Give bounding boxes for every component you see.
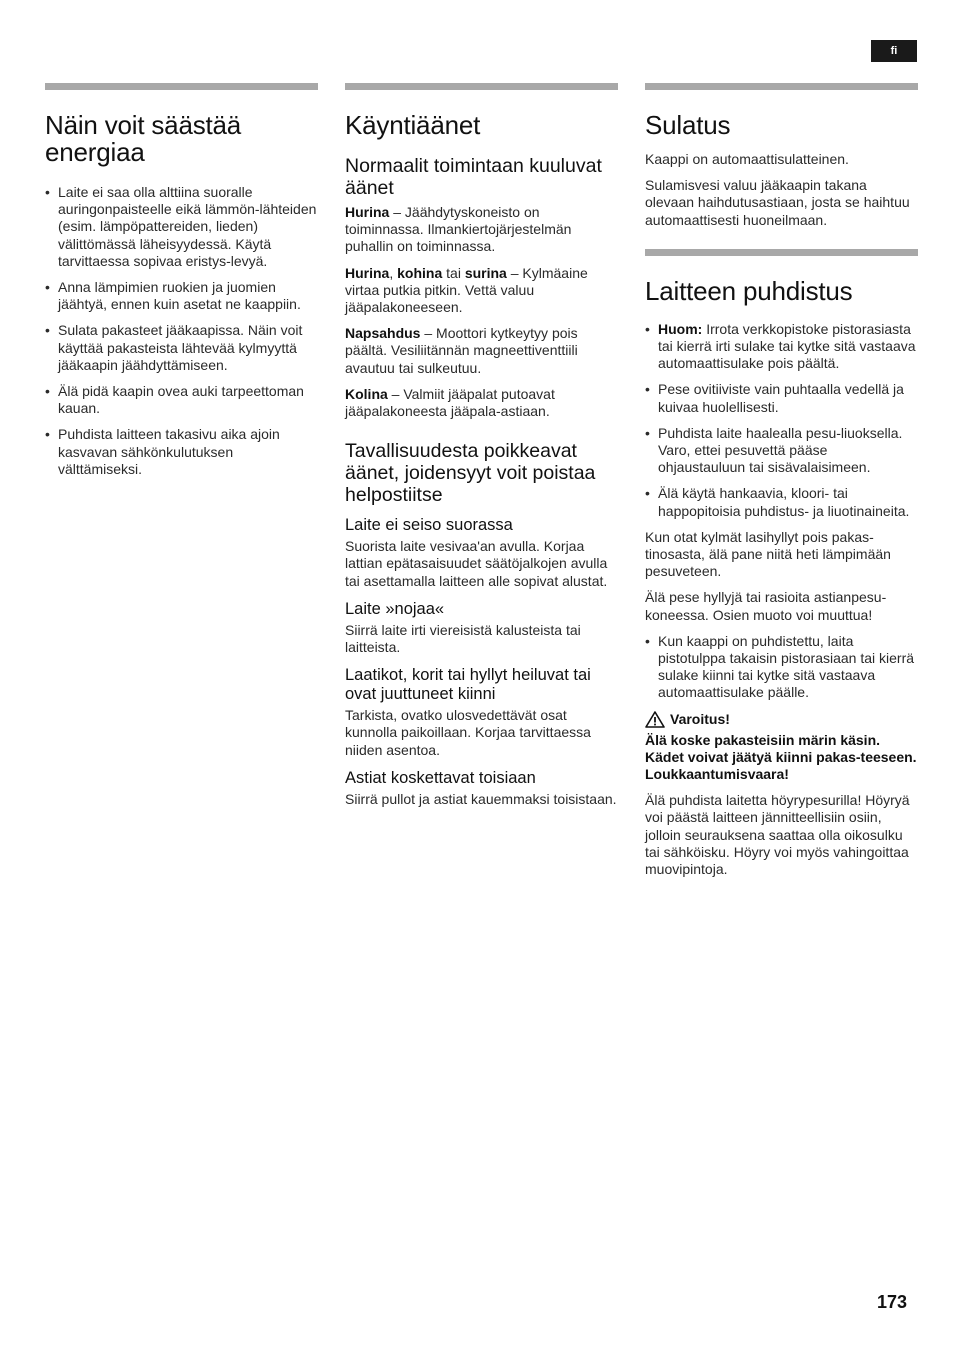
noise-term: surina	[464, 264, 507, 281]
cleaning-list-2	[645, 633, 918, 702]
cleaning-title: Laitteen puhdistus	[645, 275, 853, 306]
normal-noises-heading: Normaalit toimintaan kuuluvat äänet	[345, 155, 602, 199]
warning-heading	[645, 711, 918, 728]
containers-text: Siirrä pullot ja astiat kauemmaksi toisistaan.	[345, 790, 617, 807]
noise-term: Kolina	[345, 385, 388, 402]
energy-tips-list	[45, 184, 318, 478]
not-level-heading: Laite ei seiso suorassa	[345, 516, 513, 535]
dishwasher-text: Älä pese hyllyjä tai rasioita astianpesu-koneessa. Osien muoto voi muuttua!	[645, 589, 887, 623]
list-item: • Puhdista laitteen takasivu aika ajoin kasvavan sähkönkulutuksen välttämiseksi.	[45, 426, 318, 478]
defrosting-cleaning-section	[645, 83, 918, 887]
note-label: Huom:	[658, 320, 703, 337]
language-badge: fi	[871, 40, 917, 62]
list-item: • Pese ovitiiviste vain puhtaalla vedellä ja kuivaa huolellisesti.	[645, 381, 918, 415]
energy-saving-title: Näin voit säästää energiaa	[45, 110, 242, 167]
list-item: • Puhdista laite haalealla pesu-liuoksella. Varo, ettei pesuvettä pääse ohjaustauluun tai sisävalaisimeen.	[645, 425, 918, 477]
noise-hiss-paragraph: Hurina, kohina tai surina – Kylmäaine virtaa putkia pitkin. Vettä valuu jääpalakoneeseen.	[345, 264, 588, 316]
list-item: • Älä käytä hankaavia, kloori- tai happopitoisia puhdistus- ja liuotinaineita.	[645, 485, 918, 519]
cleaning-list	[645, 321, 918, 520]
noise-term: Hurina	[345, 204, 390, 220]
drawers-text: Tarkista, ovatko ulosvedettävät osat kunnolla paikoillaan. Korjaa tarvittaessa niiden asentoa.	[345, 707, 591, 758]
defrosting-text: Kaappi on automaattisulatteinen.	[645, 151, 849, 167]
section-divider	[45, 83, 318, 90]
energy-saving-section	[45, 83, 318, 487]
list-item: • Sulata pakasteet jääkaapissa. Näin voit käyttää pakasteista lähtevää kylmyyttä jääkaapin jäähdyttämiseen.	[45, 322, 318, 374]
noise-rattle-paragraph: Kolina – Valmiit jääpalat putoavat jääpalakoneesta jääpala-astiaan.	[345, 385, 555, 420]
containers-heading: Astiat koskettavat toisiaan	[345, 768, 536, 787]
glass-shelves-text: Kun otat kylmät lasihyllyt pois pakas-tinosasta, älä pane niitä heti lämpimään pesuveteen.	[645, 528, 891, 580]
leaning-heading: Laite »nojaa«	[345, 599, 445, 618]
drawers-heading: Laatikot, korit tai hyllyt heiluvat tai ovat juuttuneet kiinni	[345, 666, 591, 704]
list-item: • Laite ei saa olla alttiina suoralle auringonpaisteelle eikä lämmön-lähteiden (esim. lämpöpattereiden, lieden) välittömässä läheisyydessä. Käytä tarvittaessa sopivaa eristys-levyä.	[45, 184, 318, 270]
section-divider	[645, 83, 918, 90]
section-divider	[645, 249, 918, 256]
operating-noises-title: Käyntiäänet	[345, 110, 481, 140]
defrosting-text: Sulamisvesi valuu jääkaapin takana olevaan haihdutusastiaan, josta se haihtuu automaattisesti huoneilmaan.	[645, 177, 910, 228]
noise-click-paragraph: Napsahdus – Moottori kytkeytyy pois päältä. Vesiliitännän magneettiventtiili avautuu tai sulkeutuu.	[345, 325, 578, 376]
leaning-text: Siirrä laite irti viereisistä kalusteista tai laitteista.	[345, 621, 581, 656]
list-item: • Kun kaappi on puhdistettu, laita pistotulppa takaisin pistorasiaan tai kierrä sulake kiinni tai kytke sitä vastaava automaattisulake päälle.	[645, 633, 918, 702]
warning-triangle-icon	[645, 711, 665, 728]
list-item: • Huom: Irrota verkkopistoke pistorasiasta tai kierrä irti sulake tai kytke sitä vastaava automaattisulake pois päältä.	[645, 321, 918, 373]
warning-label: Varoitus!	[670, 711, 730, 728]
noise-term: Hurina	[345, 264, 390, 281]
list-item: • Älä pidä kaapin ovea auki tarpeettoman kauan.	[45, 383, 318, 417]
warning-text: Älä puhdista laitetta höyrypesurilla! Höyryä voi päästä laitteen jännitteellisiin osiin, jolloin seurauksena saattaa olla oikosulku tai sähköisku. Höyry voi myös vahingoittaa muovipintoja.	[645, 792, 910, 878]
section-divider	[345, 83, 618, 90]
list-item: • Anna lämpimien ruokien ja juomien jäähtyä, ennen kuin asetat ne kaappiin.	[45, 279, 318, 313]
page-number: 173	[876, 1292, 907, 1312]
avoidable-noises-heading: Tavallisuudesta poikkeavat äänet, joidensyyt voit poistaa helpostiitse	[345, 440, 596, 507]
operating-noises-section	[345, 83, 618, 817]
noise-hum-paragraph: Hurina – Jäähdytyskoneisto on toiminnassa. Ilmankiertojärjestelmän puhallin on toiminnassa.	[345, 204, 572, 255]
noise-term: Napsahdus	[345, 325, 421, 342]
not-level-text: Suorista laite vesivaa'an avulla. Korjaa lattian epätasaisuudet säätöjalkojen avulla tai asettamalla laitteen alle sopivat alustat.	[345, 538, 608, 589]
defrosting-title: Sulatus	[645, 110, 731, 140]
noise-term: kohina	[397, 264, 443, 281]
warning-bold-text: Älä koske pakasteisiin märin käsin. Kädet voivat jäätyä kiinni pakas-teeseen. Loukkaantumisvaara!	[645, 731, 917, 783]
